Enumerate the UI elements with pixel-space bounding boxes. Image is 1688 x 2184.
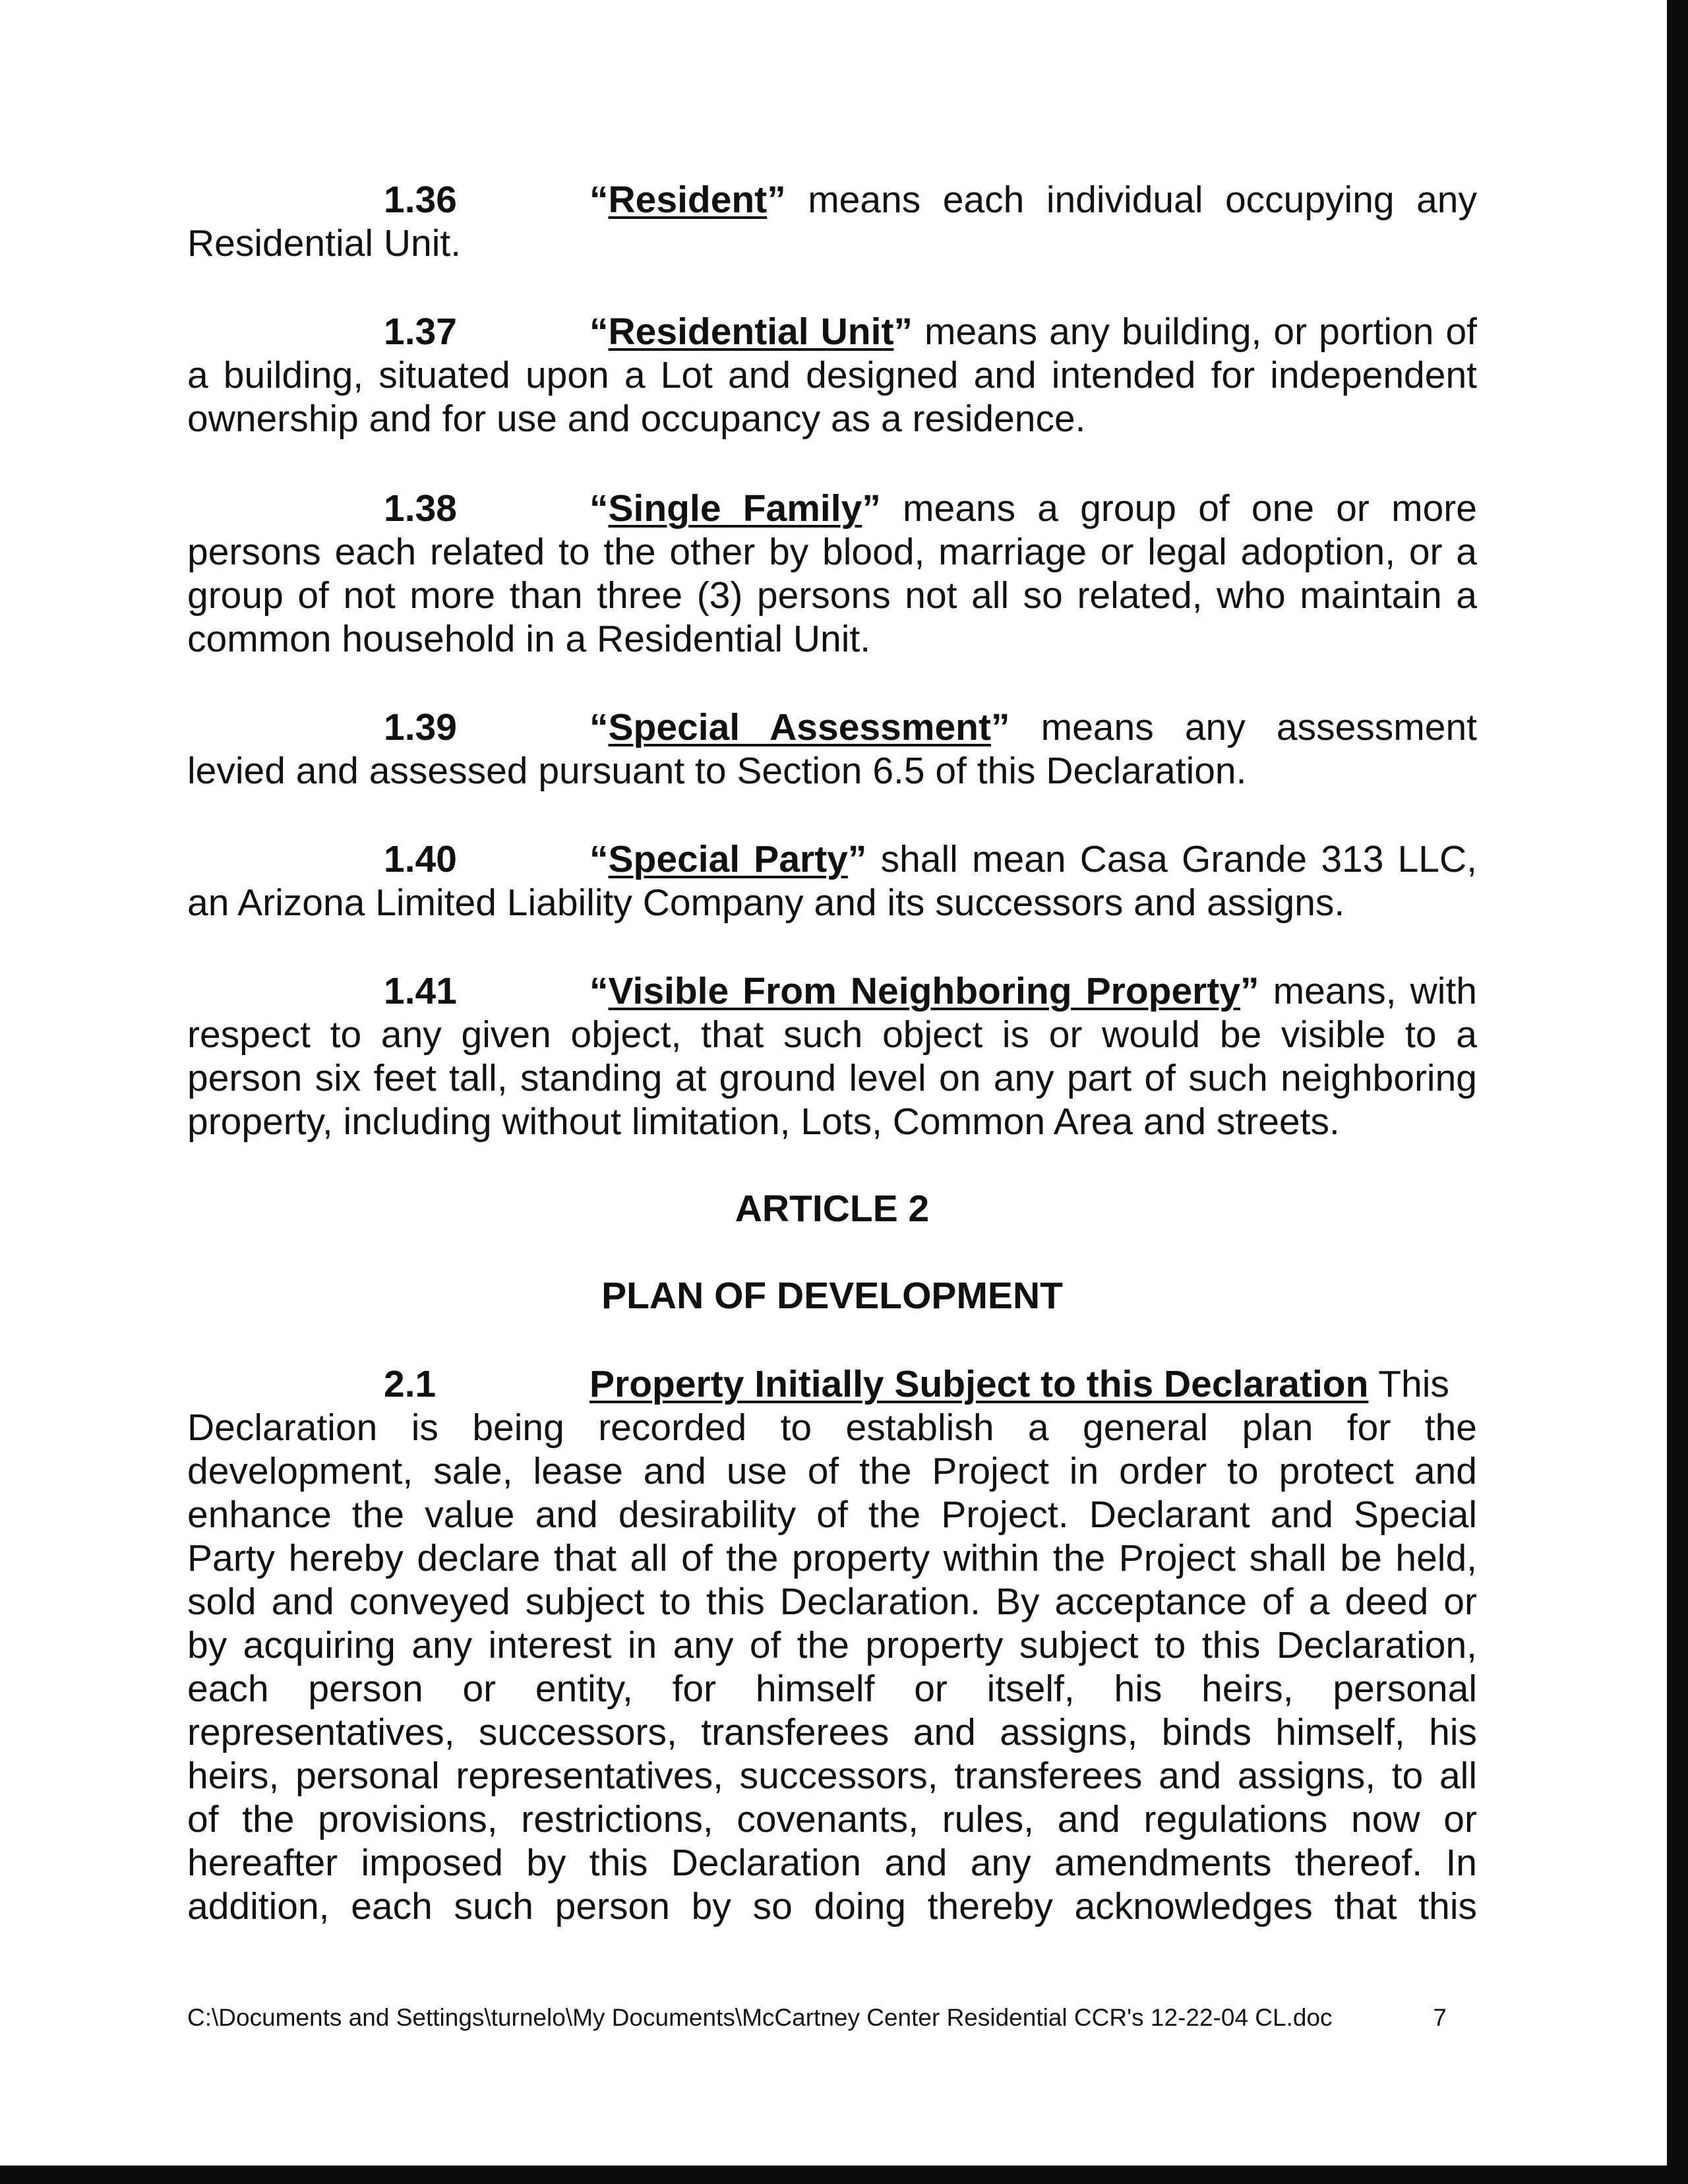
definition-line: 1.38 “Single Family” means a group of one or more bbox=[187, 487, 1477, 530]
page-number: 7 bbox=[1433, 2004, 1447, 2031]
section-2-1 bbox=[187, 1362, 1477, 1928]
section-line: hereafter imposed by this Declaration and any amendments thereof. In bbox=[187, 1842, 1477, 1884]
definition-line: property, including without limitation, Lots, Common Area and streets. bbox=[187, 1101, 1340, 1143]
defined-term: “Residential Unit” bbox=[589, 311, 913, 353]
section-line: 2.1 Property Initially Subject to this Declaration This bbox=[187, 1362, 1477, 1406]
definition-line: 1.37 “Residential Unit” means any building, or portion of bbox=[187, 310, 1477, 353]
definition-1-39 bbox=[187, 706, 1477, 793]
scan-border-bottom bbox=[0, 2166, 1688, 2184]
section-line: Declaration is being recorded to establish a general plan for the bbox=[187, 1407, 1477, 1449]
section-title: Property Initially Subject to this Declaration bbox=[589, 1363, 1369, 1405]
section-line: of the provisions, restrictions, covenants, rules, and regulations now or bbox=[187, 1798, 1477, 1840]
definition-line: 1.39 “Special Assessment” means any assessment bbox=[187, 706, 1477, 749]
section-line: development, sale, lease and use of the Project in order to protect and bbox=[187, 1450, 1477, 1492]
defined-term: “Special Party” bbox=[589, 838, 867, 880]
definition-1-38 bbox=[187, 487, 1477, 661]
definition-line: respect to any given object, that such object is or would be visible to a bbox=[187, 1014, 1477, 1056]
definition-line: a building, situated upon a Lot and designed and intended for independent bbox=[187, 354, 1477, 396]
defined-term: “Special Assessment” bbox=[589, 706, 1010, 748]
section-number: 1.37 bbox=[384, 311, 457, 353]
definition-line: group of not more than three (3) persons not all so related, who maintain a bbox=[187, 574, 1477, 617]
defined-term: “Resident” bbox=[589, 179, 786, 221]
section-line: Party hereby declare that all of the property within the Project shall be held, bbox=[187, 1537, 1477, 1579]
article-label: ARTICLE 2 bbox=[735, 1188, 930, 1230]
section-number: 1.41 bbox=[384, 970, 457, 1012]
definition-1-41 bbox=[187, 969, 1477, 1143]
defined-term: “Single Family” bbox=[589, 487, 881, 530]
definition-line: levied and assessed pursuant to Section 6.5 of this Declaration. bbox=[187, 750, 1247, 792]
section-line: each person or entity, for himself or itself, his heirs, personal bbox=[187, 1668, 1477, 1710]
definition-line: Residential Unit. bbox=[187, 222, 462, 264]
scan-border-right bbox=[1667, 0, 1688, 2184]
article-title: PLAN OF DEVELOPMENT bbox=[601, 1275, 1063, 1317]
defined-term: “Visible From Neighboring Property” bbox=[589, 970, 1259, 1012]
section-number: 1.39 bbox=[384, 706, 457, 748]
section-line: heirs, personal representatives, successors, transferees and assigns, to all bbox=[187, 1755, 1477, 1797]
section-line: addition, each such person by so doing thereby acknowledges that this bbox=[187, 1885, 1477, 1927]
definition-line: person six feet tall, standing at ground level on any part of such neighboring bbox=[187, 1057, 1477, 1099]
definition-1-40 bbox=[187, 837, 1477, 925]
section-number: 2.1 bbox=[384, 1363, 437, 1405]
definition-1-37 bbox=[187, 310, 1477, 440]
section-line: by acquiring any interest in any of the property subject to this Declaration, bbox=[187, 1624, 1477, 1666]
definition-line: 1.41 “Visible From Neighboring Property” means, with bbox=[187, 969, 1477, 1013]
section-number: 1.36 bbox=[384, 179, 457, 221]
section-number: 1.38 bbox=[384, 487, 457, 530]
file-path: C:\Documents and Settings\turnelo\My Documents\McCartney Center Residential CCR's 12-22-04 CL.doc bbox=[187, 2004, 1333, 2031]
section-line: sold and conveyed subject to this Declaration. By acceptance of a deed or bbox=[187, 1581, 1477, 1623]
definition-1-36 bbox=[187, 178, 1477, 265]
definition-line: 1.40 “Special Party” shall mean Casa Grande 313 LLC, bbox=[187, 837, 1477, 881]
section-line: representatives, successors, transferees and assigns, binds himself, his bbox=[187, 1711, 1477, 1753]
definition-line: common household in a Residential Unit. bbox=[187, 618, 871, 660]
definition-line: an Arizona Limited Liability Company and its successors and assigns. bbox=[187, 882, 1345, 924]
definition-line: 1.36 “Resident” means each individual occupying any bbox=[187, 178, 1477, 222]
definition-line: persons each related to the other by blood, marriage or legal adoption, or a bbox=[187, 531, 1477, 573]
section-number: 1.40 bbox=[384, 838, 457, 880]
definition-line: ownership and for use and occupancy as a residence. bbox=[187, 398, 1086, 440]
section-line: enhance the value and desirability of the Project. Declarant and Special bbox=[187, 1494, 1477, 1536]
